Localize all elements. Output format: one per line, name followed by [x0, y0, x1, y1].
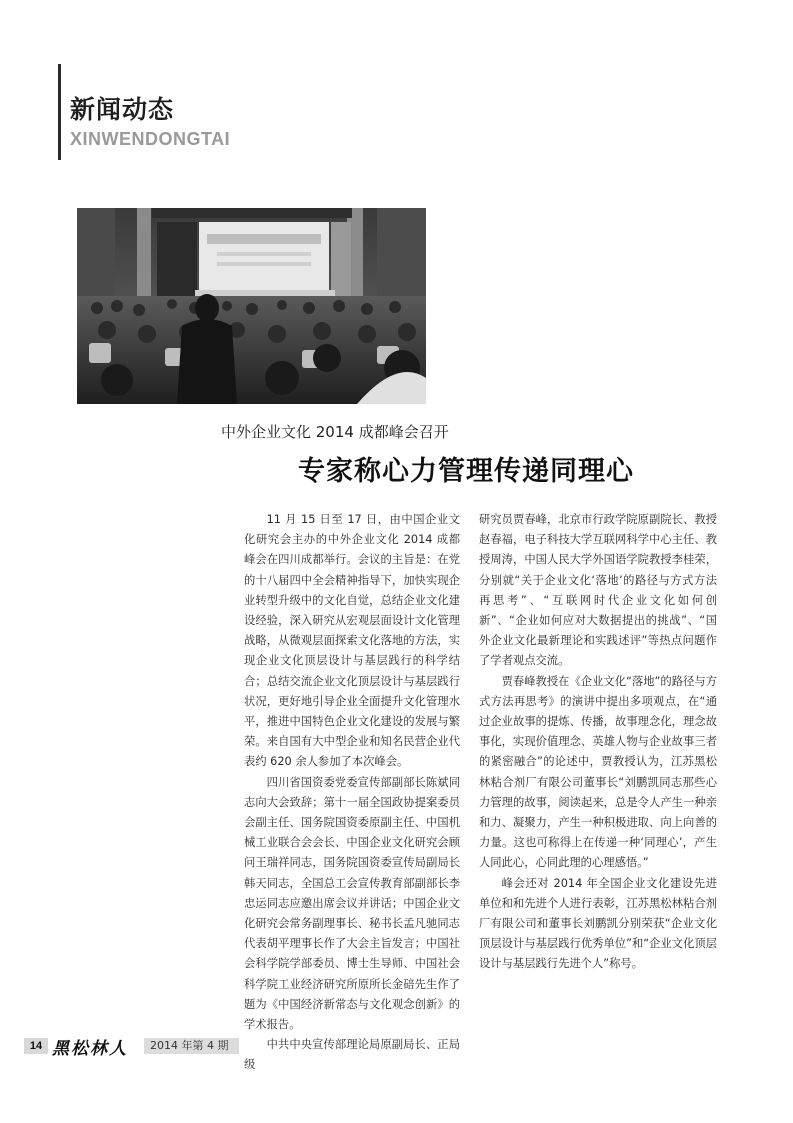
page-footer: [24, 1037, 239, 1059]
paragraph: 四川省国资委党委宣传部副部长陈斌同志向大会致辞；第十一届全国政协提案委员会副主任、国务院国资委原副主任、中国机械工业联合会会长、中国企业文化研究会顾问王瑞祥同志，国务院国资委宣传局副局长韩天同志，全国总工会宣传教育部副部长李忠运同志应邀出席会议并讲话；中国企业文化研究会常务副理事长、秘书长孟凡驰同志代表胡平理事长作了大会主旨发言；中国社会科学院学部委员、博士生导师、中国社会科学院工业经济研究所原所长金碚先生作了题为《中国经济新常态与文化观念创新》的学术报告。: [244, 775, 460, 1032]
section-title: 新闻动态: [70, 95, 175, 124]
conference-hall-image: [77, 208, 426, 404]
conference-photo: [77, 208, 426, 404]
magazine-name: 黑松林人: [52, 1039, 128, 1059]
paragraph: 11 月 15 日至 17 日，由中国企业文化研究会主办的中外企业文化 2014 成都峰会在四川成都举行。会议的主旨是：在党的十八届四中全会精神指导下，加快实现企业转型升级中的文化自觉，总结企业文化建设经验，深入研究从宏观层面设计文化管理战略，从微观层面探索文化落地的方法，实现企业文化顶层设计与基层践行的科学结合；总结交流企业文化顶层设计与基层践行状况，更好地引导企业全面提升文化管理水平，推进中国特色企业文化建设的发展与繁荣。来自国有大中型企业和知名民营企业代表约 620 余人参加了本次峰会。: [244, 513, 460, 769]
article-column-right: [479, 510, 717, 975]
paragraph: 研究员贾春峰，北京市行政学院原副院长、教授赵春福，电子科技大学互联网科学中心主任、教授周涛，中国人民大学外国语学院教授李桂荣，分别就“关于企业文化‘落地’的路径与方式方法再思考”、“互联网时代企业文化如何创新”、“企业如何应对大数据提出的挑战”、“国外企业文化最新理论和实践述评”等热点问题作了学者观点交流。: [479, 513, 717, 668]
section-title-english: XINWENDONGTAI: [70, 129, 231, 149]
article-column-left: [244, 510, 460, 1076]
section-accent-bar: [58, 64, 61, 160]
issue-box: [144, 1038, 239, 1054]
paragraph: 峰会还对 2014 年全国企业文化建设先进单位和和先进个人进行表彰，江苏黑松林粘合剂厂有限公司和董事长刘鹏凯分别荣获“企业文化顶层设计与基层践行优秀单位”和“企业文化顶层设计与基层践行先进个人”称号。: [479, 876, 717, 971]
page-number: 14: [24, 1038, 48, 1054]
paragraph: 中共中央宣传部理论局原副局长、正局级: [244, 1038, 460, 1072]
article-headline: 专家称心力管理传递同理心: [298, 456, 634, 487]
paragraph: 贾春峰教授在《企业文化“落地”的路径与方式方法再思考》的演讲中提出多项观点，在“通过企业故事的提炼、传播，故事理念化，理念故事化，实现价值理念、英雄人物与企业故事三者的紧密融合”的论述中，贾教授认为，江苏黑松林粘合剂厂有限公司董事长“刘鹏凯同志那些心力管理的故事，阅读起来，总是令人产生一种亲和力、凝聚力，产生一种积极进取、向上向善的力量。这也可称得上在传递一种‘同理心’，产生人同此心，心同此理的心理感悟。”: [479, 674, 717, 870]
issue-label: 2014 年第 4 期: [150, 1039, 229, 1052]
article-subtitle: 中外企业文化 2014 成都峰会召开: [221, 423, 449, 441]
